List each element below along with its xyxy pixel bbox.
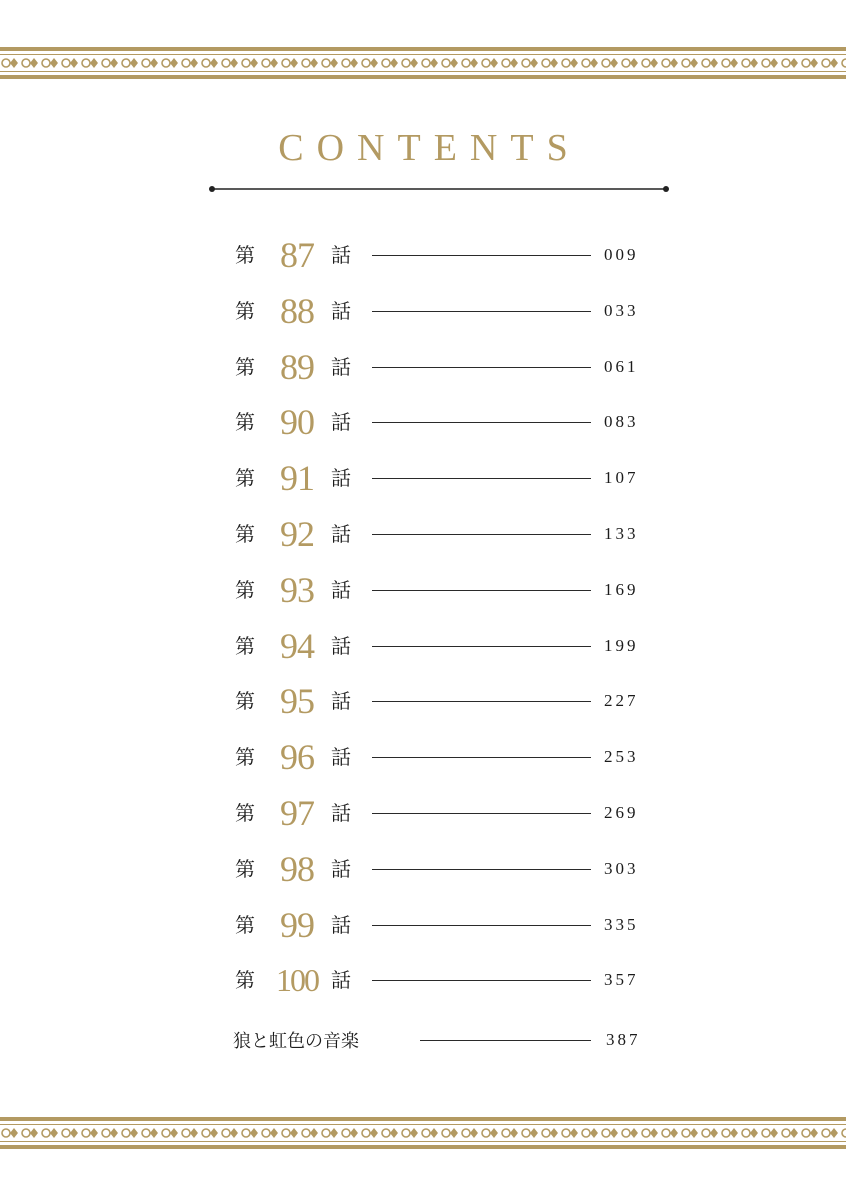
page-number: 357 bbox=[604, 970, 639, 990]
toc-row[interactable] bbox=[0, 506, 846, 562]
chapter-suffix: 話 bbox=[331, 298, 351, 323]
toc-row[interactable] bbox=[0, 339, 846, 395]
extra-story-title: 狼と虹色の音楽 bbox=[233, 1031, 359, 1052]
page-number: 303 bbox=[604, 858, 639, 878]
page-number: 169 bbox=[604, 579, 639, 599]
chapter-suffix: 話 bbox=[331, 354, 351, 379]
chapter-number: 96 bbox=[280, 737, 314, 778]
title-underline bbox=[208, 184, 670, 194]
toc-row[interactable] bbox=[0, 450, 846, 506]
chapter-prefix: 第 bbox=[235, 410, 255, 435]
leader-line bbox=[372, 701, 591, 702]
chapter-number: 91 bbox=[280, 458, 314, 499]
toc-row[interactable] bbox=[0, 729, 846, 785]
chapter-number: 98 bbox=[280, 848, 314, 889]
chapter-number: 89 bbox=[280, 346, 314, 387]
page-number: 227 bbox=[604, 691, 639, 711]
top-ornamental-border bbox=[0, 47, 846, 79]
page-number: 107 bbox=[604, 468, 639, 488]
page-number: 083 bbox=[604, 412, 639, 432]
leader-line bbox=[372, 757, 591, 758]
bottom-ornamental-border bbox=[0, 1117, 846, 1149]
toc-row[interactable] bbox=[0, 394, 846, 450]
page-number: 199 bbox=[604, 635, 639, 655]
chapter-suffix: 話 bbox=[331, 856, 351, 881]
leader-line bbox=[372, 367, 591, 368]
leader-line bbox=[372, 925, 591, 926]
leader-line bbox=[372, 590, 591, 591]
chapter-prefix: 第 bbox=[235, 243, 255, 267]
page-title: CONTENTS bbox=[278, 127, 581, 169]
chapter-prefix: 第 bbox=[235, 633, 255, 658]
page-number: 061 bbox=[604, 356, 639, 376]
toc-extra-row[interactable] bbox=[0, 1027, 846, 1083]
chapter-suffix: 話 bbox=[331, 968, 351, 993]
page-number: 335 bbox=[604, 914, 639, 934]
leader-line bbox=[372, 534, 591, 535]
toc-row[interactable] bbox=[0, 673, 846, 729]
leader-line bbox=[420, 1040, 591, 1041]
page-number: 009 bbox=[604, 245, 639, 264]
chapter-number: 100 bbox=[276, 962, 318, 999]
chapter-suffix: 話 bbox=[331, 912, 351, 937]
leader-line bbox=[372, 646, 591, 647]
chapter-prefix: 第 bbox=[235, 801, 255, 825]
leader-line bbox=[372, 255, 591, 256]
chapter-suffix: 話 bbox=[331, 745, 351, 770]
chapter-prefix: 第 bbox=[235, 466, 255, 491]
toc-row[interactable] bbox=[0, 841, 846, 897]
chapter-suffix: 話 bbox=[331, 243, 351, 267]
chapter-number: 92 bbox=[280, 514, 314, 554]
chapter-prefix: 第 bbox=[235, 354, 255, 379]
leader-line bbox=[372, 478, 591, 479]
chapter-number: 93 bbox=[280, 569, 314, 610]
page-number: 033 bbox=[604, 300, 639, 320]
chapter-prefix: 第 bbox=[235, 912, 255, 937]
page-number: 253 bbox=[604, 747, 639, 767]
toc-row[interactable] bbox=[0, 785, 846, 841]
chapter-suffix: 話 bbox=[331, 577, 351, 602]
page-number: 387 bbox=[606, 1030, 641, 1049]
toc-row[interactable] bbox=[0, 562, 846, 618]
toc-row[interactable] bbox=[0, 897, 846, 953]
chapter-prefix: 第 bbox=[235, 577, 255, 602]
chapter-number: 87 bbox=[280, 235, 314, 275]
leader-line bbox=[372, 869, 591, 870]
chapter-number: 99 bbox=[280, 904, 314, 945]
page-number: 133 bbox=[604, 524, 639, 543]
page-number: 269 bbox=[604, 803, 639, 822]
leader-line bbox=[372, 422, 591, 423]
toc-row[interactable] bbox=[0, 227, 846, 283]
chapter-prefix: 第 bbox=[235, 298, 255, 323]
chapter-suffix: 話 bbox=[331, 633, 351, 658]
leader-line bbox=[372, 813, 591, 814]
toc-row[interactable] bbox=[0, 283, 846, 339]
chapter-number: 95 bbox=[280, 681, 314, 722]
chapter-number: 90 bbox=[280, 402, 314, 443]
chapter-suffix: 話 bbox=[331, 522, 351, 546]
chapter-number: 94 bbox=[280, 625, 314, 666]
chapter-suffix: 話 bbox=[331, 410, 351, 435]
chapter-prefix: 第 bbox=[235, 522, 255, 546]
chapter-number: 97 bbox=[280, 793, 314, 833]
chapter-prefix: 第 bbox=[235, 856, 255, 881]
chapter-prefix: 第 bbox=[235, 745, 255, 770]
chapter-suffix: 話 bbox=[331, 801, 351, 825]
leader-line bbox=[372, 311, 591, 312]
toc-row[interactable] bbox=[0, 618, 846, 674]
chapter-suffix: 話 bbox=[331, 466, 351, 491]
leader-line bbox=[372, 980, 591, 981]
chapter-prefix: 第 bbox=[235, 689, 255, 714]
chapter-number: 88 bbox=[280, 290, 314, 331]
chapter-prefix: 第 bbox=[235, 968, 255, 993]
chapter-suffix: 話 bbox=[331, 689, 351, 714]
toc-row[interactable] bbox=[0, 952, 846, 1008]
